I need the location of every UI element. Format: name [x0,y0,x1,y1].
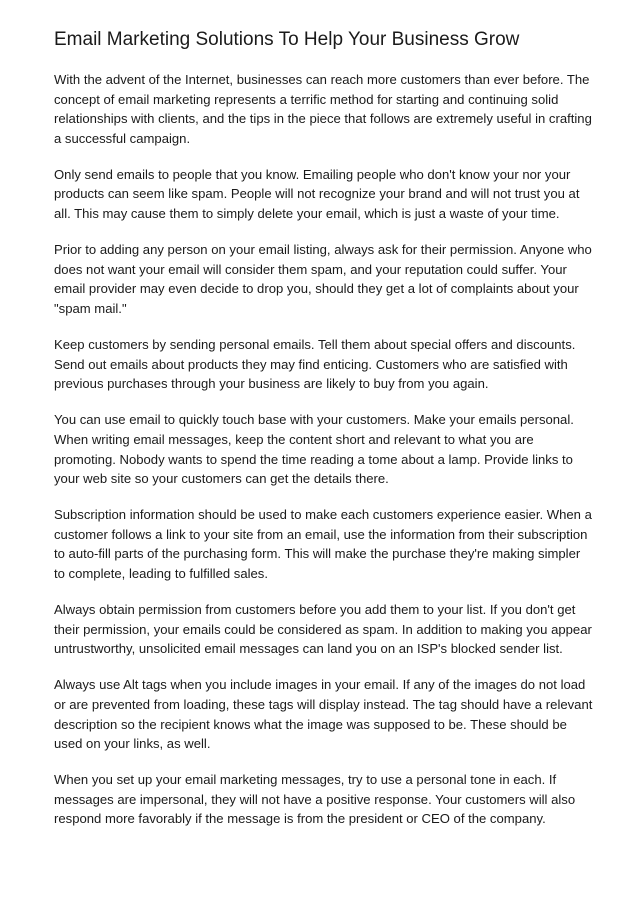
paragraph: With the advent of the Internet, businesses can reach more customers than ever before. The concept of email marketing represents a terrific method for starting and continuing solid relationships with clients, and the tips in the piece that follows are extremely useful in crafting a successful campaign. [54,72,592,146]
paragraph: When you set up your email marketing messages, try to use a personal tone in each. If messages are impersonal, they will not have a positive response. Your customers will also respond more favorably if the message is from the president or CEO of the company. [54,772,576,827]
document-title: Email Marketing Solutions To Help Your Business Grow [54,29,520,50]
paragraph: Only send emails to people that you know. Emailing people who don't know your nor your products can seem like spam. People will not recognize your brand and will not trust you at all. This may cause them to simply delete your email, which is just a waste of your time. [54,166,580,222]
paragraph: Keep customers by sending personal emails. Tell them about special offers and discounts. Send out emails about products they may find enticing. Customers who are satisfied with previous purchases through your business are likely to buy from you again. [54,337,576,392]
paragraph: You can use email to quickly touch base with your customers. Make your emails personal. When writing email messages, keep the content short and relevant to what you are promoting. Nobody wants to spend the time reading a tome about a lamp. Provide links to your web site so your customers can get the details there. [54,412,574,487]
paragraph: Always obtain permission from customers before you add them to your list. If you don't get their permission, your emails could be considered as spam. In addition to making you appear untrustworthy, unsolicited email messages can land you on an ISP's blocked sender list. [54,602,592,657]
paragraph: Always use Alt tags when you include images in your email. If any of the images do not load or are prevented from loading, these tags will display instead. The tag should have a relevant description so the recipient knows what the image was supposed to be. These should be used on your links, as well. [54,677,593,752]
document-page [54,28,594,846]
paragraph: Subscription information should be used to make each customers experience easier. When a customer follows a link to your site from an email, use the information from their subscription to auto-fill parts of the purchasing form. This will make the purchase they're making simpler to complete, leading to fulfilled sales. [54,507,592,581]
paragraph: Prior to adding any person on your email listing, always ask for their permission. Anyone who does not want your email will consider them spam, and your reputation could suffer. Your email provider may even decide to drop you, should they get a lot of complaints about your "spam mail." [54,242,592,316]
